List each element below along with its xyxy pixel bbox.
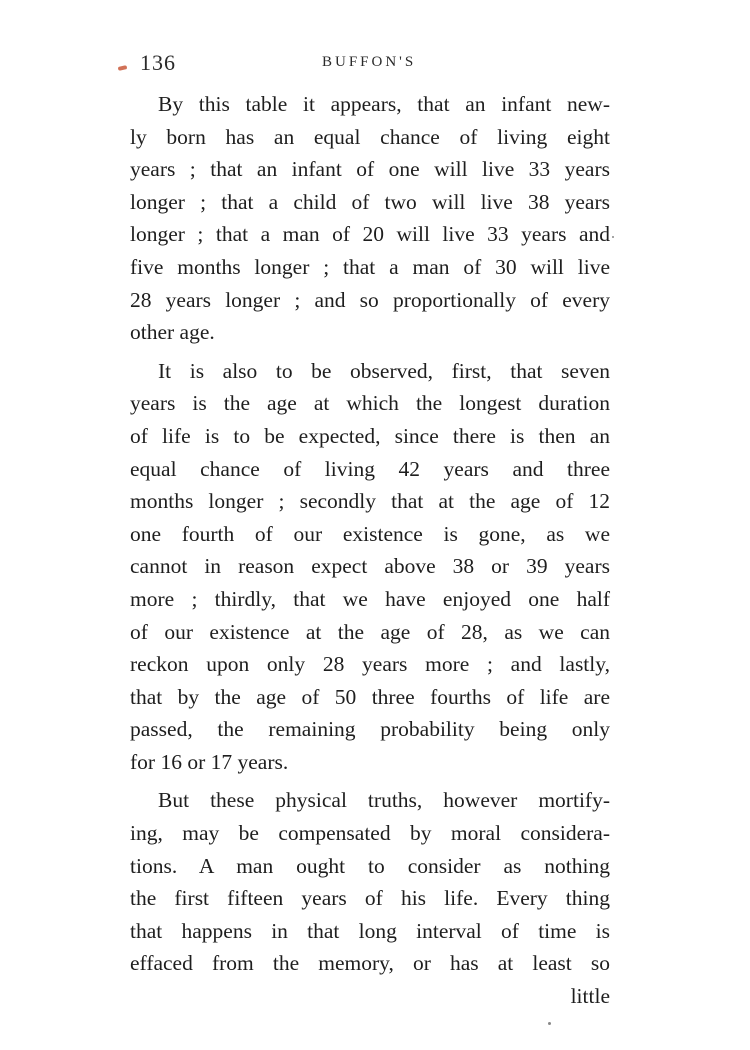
page-number: 136: [140, 50, 176, 75]
text-line: one fourth of our existence is gone, as we: [130, 521, 610, 546]
text-line: of our existence at the age of 28, as we can: [130, 619, 610, 644]
text-line: tions. A man ought to consider as nothing: [130, 853, 610, 878]
text-line: other age.: [130, 320, 215, 345]
text-line: passed, the remaining probability being only: [130, 717, 610, 742]
text-line: 28 years longer ; and so proportionally of every: [130, 287, 610, 312]
text-line: equal chance of living 42 years and three: [130, 456, 610, 481]
text-line: effaced from the memory, or has at least so: [130, 951, 610, 976]
running-head: BUFFON'S: [322, 54, 417, 70]
paragraph-3: [130, 784, 610, 980]
paragraph-2: [130, 355, 610, 779]
text-line: reckon upon only 28 years more ; and lastly,: [130, 652, 610, 677]
text-line: more ; thirdly, that we have enjoyed one half: [130, 586, 610, 611]
text-line: It is also to be observed, first, that seven: [158, 358, 610, 383]
text-line: But these physical truths, however mortify-: [158, 788, 610, 813]
text-line: longer ; that a man of 20 will live 33 years and: [130, 222, 610, 247]
text-line: the first fifteen years of his life. Every thing: [130, 886, 610, 911]
text-line: cannot in reason expect above 38 or 39 years: [130, 554, 610, 579]
text-line: months longer ; secondly that at the age of 12: [130, 489, 610, 514]
paper-speck: [612, 236, 614, 238]
text-line: that happens in that long interval of time is: [130, 918, 610, 943]
text-line: of life is to be expected, since there is then an: [130, 423, 610, 448]
page-header: [122, 50, 612, 80]
text-line: ly born has an equal chance of living eight: [130, 124, 610, 149]
text-line: years is the age at which the longest duration: [130, 391, 610, 416]
catchword: little: [570, 984, 610, 1009]
text-line: for 16 or 17 years.: [130, 749, 289, 774]
text-line: longer ; that a child of two will live 38 years: [130, 189, 610, 214]
text-line: five months longer ; that a man of 30 will live: [130, 254, 610, 279]
text-line: years ; that an infant of one will live 33 years: [130, 157, 610, 182]
body-text: [130, 88, 610, 1013]
text-line: that by the age of 50 three fourths of life are: [130, 684, 610, 709]
paper-speck: [548, 1022, 551, 1025]
text-line: By this table it appears, that an infant new-: [158, 92, 610, 116]
paragraph-1: [130, 88, 610, 349]
text-line: ing, may be compensated by moral considera-: [130, 821, 610, 846]
